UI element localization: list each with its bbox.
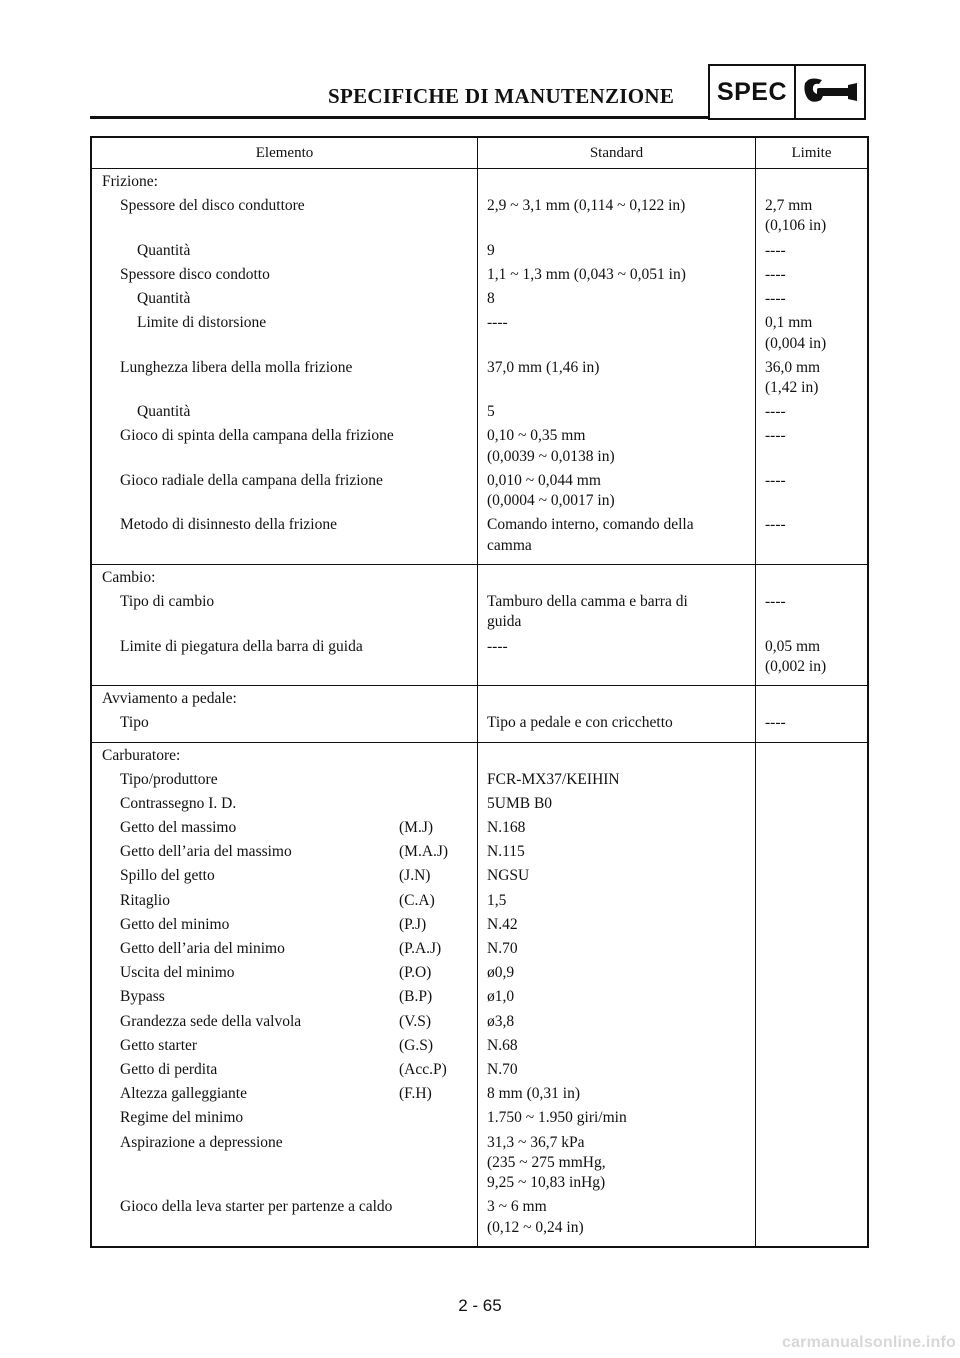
element-abbreviation: (Acc.P) bbox=[399, 1060, 447, 1078]
table-section bbox=[92, 686, 867, 742]
row-element bbox=[102, 939, 477, 963]
element-abbreviation: (M.A.J) bbox=[399, 843, 449, 861]
row-limit: ---- bbox=[765, 516, 786, 534]
element-label: Uscita del minimo bbox=[120, 964, 235, 982]
row-limit bbox=[765, 842, 867, 866]
standard-column bbox=[478, 686, 756, 741]
element-abbreviation: (B.P) bbox=[399, 988, 433, 1006]
element-abbreviation: (P.J) bbox=[399, 915, 427, 933]
row-element bbox=[102, 265, 477, 289]
row-limit bbox=[765, 1036, 867, 1060]
standard-column bbox=[478, 169, 756, 564]
element-label: Metodo di disinnesto della frizione bbox=[120, 516, 337, 534]
element-label: Getto del massimo bbox=[120, 819, 237, 837]
row-standard: N.68 bbox=[487, 1036, 518, 1054]
row-standard: 2,9 ~ 3,1 mm (0,114 ~ 0,122 in) bbox=[487, 197, 686, 215]
spec-table bbox=[90, 136, 869, 1248]
table-section bbox=[92, 565, 867, 686]
element-label: Getto dell’aria del massimo bbox=[120, 843, 292, 861]
row-limit: ---- bbox=[765, 241, 786, 259]
row-element bbox=[102, 1197, 477, 1242]
title-underline bbox=[90, 116, 710, 119]
spacer bbox=[765, 172, 867, 196]
limit-column bbox=[756, 565, 867, 685]
row-standard: 31,3 ~ 36,7 kPa (235 ~ 275 mmHg, 9,25 ~ 10,83 inHg) bbox=[487, 1133, 606, 1192]
row-standard: 5 bbox=[487, 403, 495, 421]
spacer bbox=[765, 689, 867, 713]
element-label: Quantità bbox=[137, 241, 191, 259]
row-limit bbox=[765, 1084, 867, 1108]
row-element bbox=[102, 1084, 477, 1108]
element-label: Gioco di spinta della campana della frizione bbox=[120, 427, 394, 445]
section-title: Frizione: bbox=[102, 173, 158, 190]
standard-column bbox=[478, 565, 756, 685]
standard-column bbox=[478, 743, 756, 1246]
row-standard: 1,1 ~ 1,3 mm (0,043 ~ 0,051 in) bbox=[487, 265, 686, 283]
element-label: Tipo di cambio bbox=[120, 593, 215, 611]
row-limit: ---- bbox=[765, 427, 786, 445]
row-standard: Comando interno, comando della camma bbox=[487, 516, 694, 554]
column-header-standard: Standard bbox=[478, 138, 756, 168]
row-standard: N.70 bbox=[487, 940, 518, 957]
row-limit: ---- bbox=[765, 714, 786, 732]
element-label: Altezza galleggiante bbox=[120, 1085, 247, 1103]
table-header bbox=[92, 138, 867, 169]
row-standard: 1,5 bbox=[487, 891, 507, 909]
element-label: Limite di piegatura della barra di guida bbox=[120, 637, 363, 655]
limit-column bbox=[756, 686, 867, 741]
row-limit bbox=[765, 891, 867, 915]
element-column bbox=[92, 565, 478, 685]
row-element bbox=[102, 289, 477, 313]
row-limit: ---- bbox=[765, 403, 786, 421]
row-standard: 3 ~ 6 mm (0,12 ~ 0,24 in) bbox=[487, 1198, 584, 1236]
row-limit: 0,05 mm (0,002 in) bbox=[765, 637, 827, 675]
row-standard: 5UMB B0 bbox=[487, 794, 553, 812]
spec-badge bbox=[708, 64, 866, 120]
spacer bbox=[765, 746, 867, 770]
element-label: Tipo/produttore bbox=[120, 770, 218, 788]
element-abbreviation: (G.S) bbox=[399, 1036, 434, 1054]
element-abbreviation: (V.S) bbox=[399, 1012, 432, 1030]
row-limit bbox=[765, 770, 867, 794]
element-label: Gioco della leva starter per partenze a caldo bbox=[120, 1198, 393, 1216]
element-label: Limite di distorsione bbox=[137, 314, 267, 332]
row-standard: 8 bbox=[487, 290, 495, 308]
row-limit: 36,0 mm (1,42 in) bbox=[765, 358, 821, 397]
element-label: Lunghezza libera della molla frizione bbox=[120, 358, 353, 376]
spacer bbox=[487, 568, 755, 592]
row-standard: ---- bbox=[487, 637, 508, 655]
row-standard: N.168 bbox=[487, 819, 526, 837]
row-limit bbox=[765, 915, 867, 939]
section-title: Avviamento a pedale: bbox=[102, 690, 237, 708]
element-column bbox=[92, 743, 478, 1246]
row-limit bbox=[765, 987, 867, 1011]
element-label: Ritaglio bbox=[120, 891, 170, 909]
limit-column bbox=[756, 169, 867, 564]
row-limit: ---- bbox=[765, 265, 786, 283]
row-standard: ---- bbox=[487, 314, 508, 332]
spacer bbox=[487, 746, 755, 770]
element-abbreviation: (C.A) bbox=[399, 891, 435, 909]
row-element bbox=[102, 358, 477, 403]
column-header-limite: Limite bbox=[791, 144, 832, 161]
spacer bbox=[487, 172, 755, 196]
row-element bbox=[102, 1012, 477, 1036]
column-header-elemento: Elemento bbox=[92, 138, 478, 168]
row-element bbox=[102, 1108, 477, 1132]
row-limit bbox=[765, 1108, 867, 1132]
element-abbreviation: (P.A.J) bbox=[399, 940, 442, 957]
row-limit bbox=[765, 866, 867, 890]
row-standard: N.42 bbox=[487, 915, 518, 933]
element-abbreviation: (M.J) bbox=[399, 819, 434, 837]
page-title: SPECIFICHE DI MANUTENZIONE bbox=[328, 84, 675, 108]
row-element bbox=[102, 713, 477, 737]
limit-column bbox=[756, 743, 867, 1246]
row-element bbox=[102, 515, 477, 560]
row-element bbox=[102, 1133, 477, 1198]
row-element bbox=[102, 770, 477, 794]
row-standard: N.115 bbox=[487, 843, 525, 861]
row-limit bbox=[765, 1197, 867, 1242]
row-element bbox=[102, 313, 477, 358]
row-element bbox=[102, 1036, 477, 1060]
element-label: Getto starter bbox=[120, 1036, 198, 1054]
row-standard: 1.750 ~ 1.950 giri/min bbox=[487, 1109, 627, 1127]
row-standard: 0,10 ~ 0,35 mm (0,0039 ~ 0,0138 in) bbox=[487, 427, 615, 465]
element-label: Regime del minimo bbox=[120, 1109, 244, 1127]
row-element bbox=[102, 1060, 477, 1084]
row-element bbox=[102, 818, 477, 842]
row-element bbox=[102, 987, 477, 1011]
row-standard: FCR-MX37/KEIHIN bbox=[487, 770, 620, 788]
element-abbreviation: (J.N) bbox=[399, 867, 431, 885]
row-element bbox=[102, 866, 477, 890]
row-standard: ø3,8 bbox=[487, 1012, 515, 1030]
row-limit bbox=[765, 939, 867, 963]
row-standard: ø1,0 bbox=[487, 988, 515, 1006]
spacer bbox=[765, 568, 867, 592]
row-limit bbox=[765, 818, 867, 842]
section-title: Cambio: bbox=[102, 568, 156, 586]
row-limit bbox=[765, 963, 867, 987]
table-section bbox=[92, 169, 867, 565]
element-abbreviation: (F.H) bbox=[399, 1085, 432, 1103]
element-label: Spessore disco condotto bbox=[120, 265, 270, 283]
row-limit: ---- bbox=[765, 593, 786, 611]
element-abbreviation: (P.O) bbox=[399, 964, 432, 982]
row-element bbox=[102, 915, 477, 939]
row-limit: ---- bbox=[765, 471, 786, 489]
row-element bbox=[102, 794, 477, 818]
row-element bbox=[102, 241, 477, 265]
row-element bbox=[102, 592, 477, 637]
row-limit: 0,1 mm (0,004 in) bbox=[765, 314, 827, 352]
row-standard: ø0,9 bbox=[487, 964, 515, 982]
row-standard: 8 mm (0,31 in) bbox=[487, 1085, 580, 1103]
row-standard: Tamburo della camma e barra di guida bbox=[487, 593, 688, 631]
row-element bbox=[102, 842, 477, 866]
row-limit: ---- bbox=[765, 290, 786, 308]
row-limit bbox=[765, 1060, 867, 1084]
element-label: Quantità bbox=[137, 290, 191, 308]
element-label: Getto del minimo bbox=[120, 915, 230, 933]
spacer bbox=[487, 689, 755, 713]
wrench-icon bbox=[796, 66, 864, 118]
section-title: Carburatore: bbox=[102, 746, 181, 764]
element-label: Grandezza sede della valvola bbox=[120, 1012, 302, 1030]
row-standard: NGSU bbox=[487, 867, 530, 885]
element-label: Gioco radiale della campana della frizione bbox=[120, 471, 383, 489]
element-label: Getto di perdita bbox=[120, 1060, 218, 1078]
element-label: Tipo bbox=[120, 714, 149, 732]
row-element bbox=[102, 963, 477, 987]
element-label: Contrassegno I. D. bbox=[120, 794, 237, 812]
element-label: Spessore del disco conduttore bbox=[120, 197, 305, 215]
row-standard: 0,010 ~ 0,044 mm (0,0004 ~ 0,0017 in) bbox=[487, 471, 615, 510]
spec-badge-label: SPEC bbox=[710, 66, 796, 118]
element-column bbox=[92, 169, 478, 564]
row-standard: Tipo a pedale e con cricchetto bbox=[487, 714, 673, 732]
element-label: Bypass bbox=[120, 988, 165, 1006]
row-limit bbox=[765, 1133, 867, 1198]
row-limit bbox=[765, 794, 867, 818]
row-standard: 37,0 mm (1,46 in) bbox=[487, 358, 600, 376]
row-element bbox=[102, 637, 477, 682]
row-element bbox=[102, 196, 477, 241]
row-limit: 2,7 mm (0,106 in) bbox=[765, 197, 827, 235]
table-section bbox=[92, 743, 867, 1246]
watermark: carmanualsonline.info bbox=[781, 1334, 956, 1351]
element-column bbox=[92, 686, 478, 741]
row-element bbox=[102, 402, 477, 426]
row-element bbox=[102, 471, 477, 516]
element-label: Aspirazione a depressione bbox=[120, 1133, 283, 1151]
element-label: Quantità bbox=[137, 403, 191, 421]
row-standard: 9 bbox=[487, 241, 495, 259]
page-number: 2 - 65 bbox=[458, 1296, 502, 1315]
element-label: Getto dell’aria del minimo bbox=[120, 940, 285, 957]
row-limit bbox=[765, 1012, 867, 1036]
row-element bbox=[102, 426, 477, 471]
row-element bbox=[102, 891, 477, 915]
element-label: Spillo del getto bbox=[120, 867, 215, 885]
row-standard: N.70 bbox=[487, 1060, 518, 1078]
